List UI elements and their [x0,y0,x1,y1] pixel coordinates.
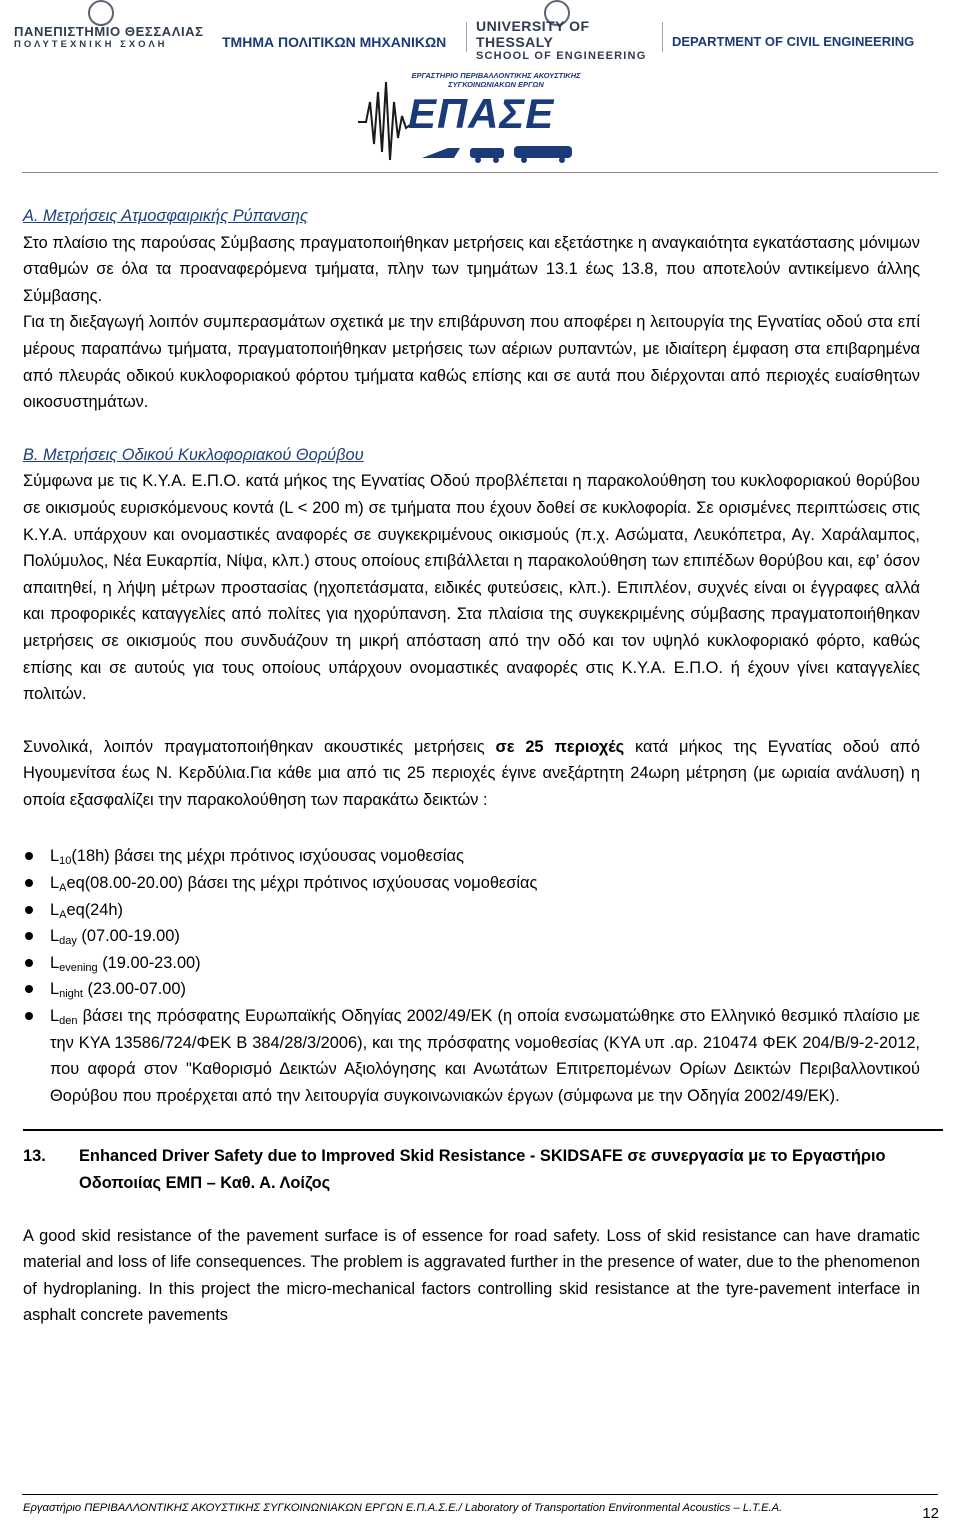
indicator-text: (19.00-23.00) [97,953,201,972]
indicator-text: (07.00-19.00) [76,927,180,946]
indicators-list [23,843,920,1109]
indicator-text: eq(24h) [66,900,123,919]
lab-logo-caption: ΕΡΓΑΣΤΗΡΙΟ ΠΕΡΙΒΑΛΛΟΝΤΙΚΗΣ ΑΚΟΥΣΤΙΚΗΣ ΣΥΓΚΟΙΝΩΝΙΑΚΩΝ ΕΡΓΩΝ [411,71,581,89]
section-13-title: Enhanced Driver Safety due to Improved Skid Resistance - SKIDSAFE σε συνεργασία με το Εργαστήριο Οδοποιίας ΕΜΠ – Καθ. Α. Λοίζος [79,1147,886,1192]
page-header [0,0,960,60]
header-divider [466,22,467,52]
list-item [23,897,920,924]
spacer [23,813,920,839]
uth-greek-line1: ΠΑΝΕΠΙΣΤΗΜΙΟ ΘΕΣΣΑΛΙΑΣ [14,24,204,39]
section-b-paragraph-1: Σύμφωνα με τις Κ.Υ.Α. Ε.Π.Ο. κατά μήκος της Εγνατίας Οδού προβλέπεται η παρακολούθηση του κυκλοφοριακού θορύβου σε οικισμούς ευρισκόμενους κοντά (L < 200 m) σε τμήματα που έχουν δοθεί σε κυκλοφορία. Σε ορισμένες περιπτώσεις στις Κ.Υ.Α. υπάρχουν και ονομαστικές αναφορές σε συγκεκριμένους οικισμούς (π.χ. Ασώματα, Λευκόπετρα, Αγ. Χαράλαμπος, Πολύμυλος, Νέα Ευκαρπία, Νίψα, κλπ.) στους οποίους επιβάλλεται η παρακολούθηση των επιπέδων θορύβου και, εφ’ όσον απαιτηθεί, η λήψη μέτρων προστασίας (ηχοπετάσματα, ειδικές φυτεύσεις, κλπ.). Επιπλέον, συχνές είναι οι έγγραφες αλλά και προφορικές καταγγελίες από πολίτες για ηχορύπανση. Στα πλαίσια της συγκεκριμένης σύμβασης πραγματοποιήθηκαν μετρήσεις σε οικισμούς που συνδυάζουν τη μικρή απόσταση από την οδό και τον υψηλό κυκλοφοριακό φόρτο, καθώς επίσης και σε αυτούς για τους οποίους υπάρχουν ονομαστικές αναφορές στις Κ.Υ.Α. Ε.Π.Ο. ή έχουν γίνει καταγγελίες πολιτών. [23,472,920,704]
indicator-subscript: night [59,988,83,1001]
indicator-subscript: den [59,1015,78,1028]
indicator-text: eq(08.00-20.00) βάσει της μέχρι πρότινος ισχύουσας νομοθεσίας [66,874,538,893]
footer-text: Εργαστήριο ΠΕΡΙΒΑΛΛΟΝΤΙΚΗΣ ΑΚΟΥΣΤΙΚΗΣ ΣΥΓΚΟΙΝΩΝΙΑΚΩΝ ΕΡΓΩΝ Ε.Π.Α.Σ.Ε./ Laboratory of Transportation Environmental Acoustics – L.T.E.A. [23,1502,783,1514]
footer-rule [22,1494,938,1495]
section-b-paragraph-2 [23,734,920,814]
indicator-text: βάσει της πρόσφατης Ευρωπαϊκής Οδηγίας 2002/49/ΕΚ (η οποία ενσωματώθηκε στο Ελληνικό θεσμικό πλαίσιο με την ΚΥΑ 13586/724/ΦΕΚ Β 384/28/3/2006), και της πρόσφατης νομοθεσίας (ΚΥΑ υπ .αρ. 210474 ΦΕΚ 204/Β/9-2-2012, που αφορά στον "Καθορισμό Δεικτών Αξιολόγησης και Ανωτάτων Επιτρεπομένων Ορίων Δεικτών Περιβαλλοντικού Θορύβου που προέρχεται από την λειτουργία συγκοινωνιακών έργων (σύμφωνα με την Οδηγία 2002/49/ΕΚ). [50,1007,920,1105]
epase-lab-logo [356,72,606,167]
section-13-rule [23,1129,943,1131]
uth-english-line2: SCHOOL OF ENGINEERING [476,50,647,62]
uth-english-logo [476,18,656,62]
uth-greek-logo [14,24,204,50]
indicator-symbol: L [50,927,60,946]
areas-count-bold: σε 25 περιοχές [495,737,625,756]
indicator-symbol: L [50,900,60,919]
indicator-subscript: 10 [59,855,72,868]
university-emblem-icon [88,0,114,26]
indicator-symbol: L [50,953,60,972]
indicator-symbol: L [50,874,60,893]
section-13-number: 13. [23,1147,46,1166]
uth-greek-line2: ΠΟΛΥΤΕΧΝΙΚΗ ΣΧΟΛΗ [14,39,168,50]
dept-greek-label: ΤΜΗΜΑ ΠΟΛΙΤΙΚΩΝ ΜΗΧΑΝΙΚΩΝ [222,34,447,50]
section-13-heading [23,1143,920,1196]
section-13-rule-wrap [23,1109,920,1143]
indicator-subscript: A [59,908,67,921]
indicator-symbol: L [50,980,60,999]
header-rule [22,172,938,173]
list-item [23,976,920,1003]
list-item [23,1003,920,1109]
section-a-heading: Α. Μετρήσεις Ατμοσφαιρικής Ρύπανσης [23,207,308,225]
lab-logo-name: ΕΠΑΣΕ [408,90,555,137]
indicator-text: (18h) βάσει της μέχρι πρότινος ισχύουσας νομοθεσίας [71,847,464,866]
document-body [23,203,920,1329]
list-item [23,843,920,870]
indicator-subscript: evening [59,961,98,974]
indicator-symbol: L [50,1007,60,1026]
uth-english-line1: UNIVERSITY OF THESSALY [476,18,590,50]
section-b-heading: Β. Μετρήσεις Οδικού Κυκλοφοριακού Θορύβου [23,445,364,464]
section-13-body: A good skid resistance of the pavement surface is of essence for road safety. Loss of skid resistance can have dramatic material and loss of life consequences. The problem is aggravated further in the presence of water, due to the phenomenon of hydroplaning. In this project the micro-mechanical factors controlling skid resistance at the tyre-pavement interface in asphalt concrete pavements [23,1226,920,1325]
header-divider [662,22,663,52]
spacer [23,1197,920,1223]
spacer [23,708,920,734]
section-a-paragraph-1: Στο πλαίσιο της παρούσας Σύμβασης πραγματοποιήθηκαν μετρήσεις και εξετάστηκε η αναγκαιότητα εγκατάστασης μόνιμων σταθμών σε όλα τα προαναφερόμενα τμήματα, πλην των τμημάτων 13.1 έως 13.8, που αποτελούν αντικείμενο άλλης Σύμβασης. [23,233,920,305]
text-run: Συνολικά, λοιπόν πραγματοποιήθηκαν ακουστικές μετρήσεις [23,737,496,756]
vehicles-icon [418,142,588,164]
indicator-text: (23.00-07.00) [82,980,186,999]
dept-english-label: DEPARTMENT OF CIVIL ENGINEERING [672,34,915,49]
list-item [23,950,920,977]
indicator-subscript: day [59,935,77,948]
section-a-paragraph-2: Για τη διεξαγωγή λοιπόν συμπερασμάτων σχετικά με την επιβάρυνση που αποφέρει η λειτουργία της Εγνατίας οδού στα επί μέρους παραπάνω τμήματα, πραγματοποιήθηκαν μετρήσεις των αέριων ρυπαντών, με ιδιαίτερη έμφαση στα επιβαρημένα από πλευράς οδικού κυκλοφοριακού φόρτου τμήματα καθώς επίσης και σε αυτά που διέρχονται από περιοχές ευαίσθητων οικοσυστημάτων. [23,313,920,412]
page-number: 12 [922,1505,939,1522]
spacer [23,416,920,442]
indicator-symbol: L [50,847,60,866]
text-run: κατά μήκος της Εγνατίας οδού από Ηγουμενίτσα έως Ν. Κερδύλια.Για κάθε μια από τις 25 περιοχές έγινε ανεξάρτητη 24ωρη μέτρηση (με ωριαία ανάλυση) η οποία εξασφαλίζει την παρακολούθηση των παρακάτω δεικτών : [23,737,920,809]
indicator-subscript: A [59,882,67,895]
list-item [23,870,920,897]
list-item [23,923,920,950]
